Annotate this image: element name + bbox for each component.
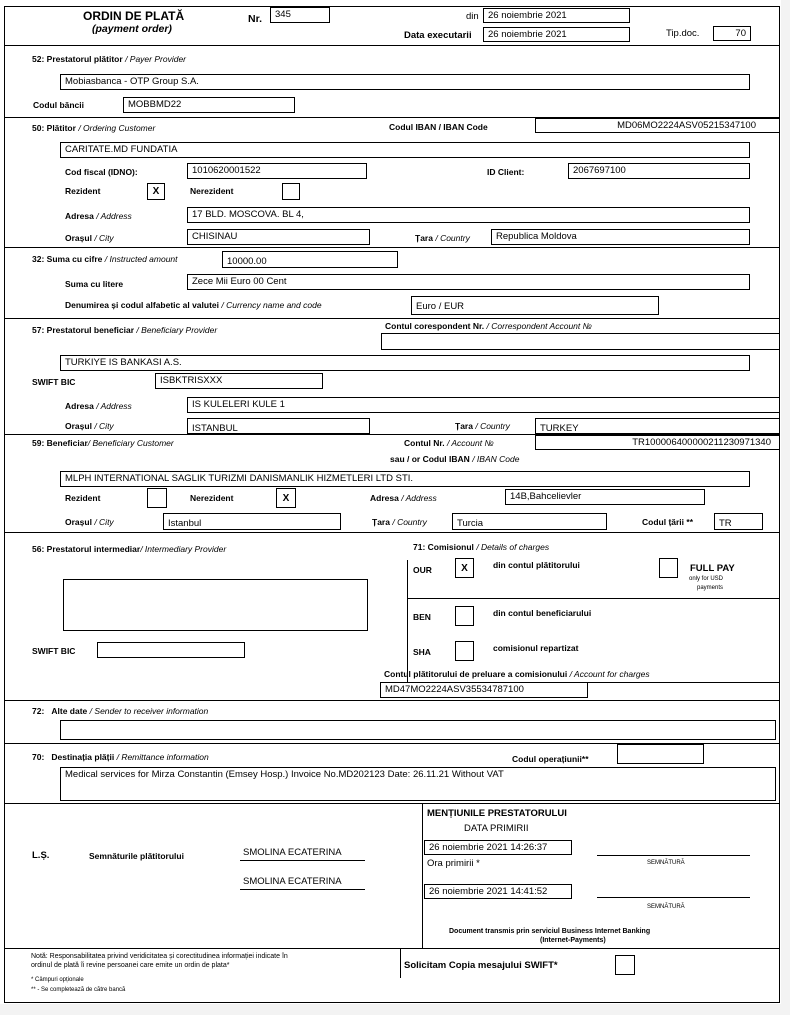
divider	[400, 948, 401, 978]
payer-rezident-checkbox[interactable]: X	[147, 183, 165, 200]
signature-2: SMOLINA ECATERINA	[243, 876, 342, 887]
ben-charge-text: din contul beneficiarului	[493, 608, 592, 618]
swift-field[interactable]: ISBKTRISXXX	[155, 373, 323, 389]
payer-iban-label: Codul IBAN / IBAN Code	[389, 122, 488, 132]
divider	[4, 803, 780, 804]
other-info-label: 72: Alte date / Sender to receiver information	[32, 706, 209, 716]
footer-note-2: ordinul de plată îi revine persoanei care emite un ordin de plata*	[31, 962, 230, 969]
second-date-field[interactable]: 26 noiembrie 2021 14:41:52	[424, 884, 572, 899]
currency-label: Denumirea și codul alfabetic al valutei / Currency name and code	[65, 300, 322, 310]
our-text: din contul plătitorului	[493, 560, 580, 570]
charges-label: 71: Comisionul / Details of charges	[413, 542, 550, 552]
currency-field[interactable]: Euro / EUR	[411, 296, 659, 315]
exec-date-label: Data executarii	[404, 30, 472, 41]
payer-country-field[interactable]: Republica Moldova	[491, 229, 750, 245]
rezident-label: Rezident	[65, 186, 101, 196]
sha-text: comisionul repartizat	[493, 643, 579, 653]
ben-country-field[interactable]: Turcia	[452, 513, 607, 530]
fullpay-checkbox[interactable]	[659, 558, 678, 578]
payer-name-field[interactable]: CARITATE.MD FUNDATIA	[60, 142, 750, 158]
purpose-field[interactable]: Medical services for Mirza Constantin (Emsey Hosp.) Invoice No.MD202123 Date: 26.11.21 Without VAT	[60, 767, 776, 801]
payer-country-label: Țara / Country	[415, 233, 470, 243]
other-info-field[interactable]	[60, 720, 776, 740]
din-label: din	[466, 11, 479, 22]
divider	[4, 700, 780, 701]
payer-city-label: Orașul / City	[65, 233, 114, 243]
exec-date-field[interactable]: 26 noiembrie 2021	[483, 27, 630, 42]
fiscal-field[interactable]: 1010620001522	[187, 163, 367, 179]
sign-label-2: SEMNĂTURĂ	[647, 904, 685, 910]
opcode-field[interactable]	[617, 744, 704, 764]
hour-label: Ora primirii *	[427, 858, 480, 869]
tipdoc-label: Tip.doc.	[666, 28, 700, 39]
purpose-label: 70: Destinația plății / Remittance information	[32, 752, 209, 762]
swift-label: SWIFT BIC	[32, 377, 76, 387]
beneficiary-label: 59: Beneficiar/ Beneficiary Customer	[32, 438, 174, 448]
signature-1: SMOLINA ECATERINA	[243, 847, 342, 858]
transmit-note: Document transmis prin serviciul Business Internet Banking	[449, 928, 651, 935]
sha-checkbox[interactable]	[455, 641, 474, 661]
intermediary-swift-label: SWIFT BIC	[32, 646, 76, 656]
date-field[interactable]: 26 noiembrie 2021	[483, 8, 630, 23]
divider	[4, 318, 780, 319]
signature-line	[240, 889, 365, 890]
ben-charge-checkbox[interactable]	[455, 606, 474, 626]
charges-account-field[interactable]: MD47MO2224ASV35534787100	[380, 683, 588, 698]
divider	[407, 560, 408, 684]
ben-city-label: Orașul / City	[65, 517, 114, 527]
form-title: ORDIN DE PLATĂ	[83, 9, 185, 23]
fullpay-label: FULL PAY	[690, 563, 735, 574]
form-subtitle: (payment order)	[92, 23, 172, 35]
ben-country-label: Țara / Country	[372, 517, 427, 527]
opcode-label: Codul operațiunii**	[512, 754, 589, 764]
received-label: DATA PRIMIRII	[464, 823, 529, 834]
amount-words-label: Suma cu litere	[65, 279, 124, 289]
bank-code-label: Codul băncii	[33, 100, 84, 110]
payer-provider-field[interactable]: Mobiasbanca - OTP Group S.A.	[60, 74, 750, 90]
beneficiary-provider-field[interactable]: TURKIYE IS BANKASI A.S.	[60, 355, 750, 371]
tipdoc-field[interactable]: 70	[713, 26, 751, 41]
ben-nerezident-checkbox[interactable]: X	[276, 488, 296, 508]
ben-address-label: Adresa / Address	[370, 493, 437, 503]
nr-field[interactable]: 345	[270, 7, 330, 23]
payer-address-field[interactable]: 17 BLD. MOSCOVA. BL 4,	[187, 207, 750, 223]
ben-charge-label: BEN	[413, 612, 431, 622]
country-code-label: Codul țării **	[642, 517, 694, 527]
payer-nerezident-checkbox[interactable]	[282, 183, 300, 200]
swift-copy-checkbox[interactable]	[615, 955, 635, 975]
amount-label: 32: Suma cu cifre / Instructed amount	[32, 254, 178, 264]
page-edge	[781, 0, 790, 1015]
divider	[4, 247, 780, 248]
nr-label: Nr.	[248, 13, 263, 25]
intermediary-swift-field[interactable]	[97, 642, 245, 658]
bp-country-label: Țara / Country	[455, 421, 510, 431]
signatures-label: Semnăturile plătitorului	[89, 851, 184, 861]
transmit-note-2: (Internet-Payments)	[540, 937, 606, 944]
footer-note-1: Notă: Responsabilitatea privind veridicitatea și corectitudinea informației indicate în	[31, 953, 288, 960]
signature-line	[597, 897, 750, 898]
footer-note-4: ** - Se completează de către bancă	[31, 987, 126, 993]
beneficiary-name-field[interactable]: MLPH INTERNATIONAL SAGLIK TURIZMI DANISMANLIK HIZMETLERI LTD STI.	[60, 471, 750, 487]
our-checkbox[interactable]: X	[455, 558, 474, 578]
nerezident-label: Nerezident	[190, 186, 234, 196]
fullpay-note: only for USD	[689, 576, 724, 582]
ben-iban-label: sau / or Codul IBAN / IBAN Code	[390, 454, 520, 464]
country-code-field[interactable]: TR	[714, 513, 763, 530]
payer-city-field[interactable]: CHISINAU	[187, 229, 370, 245]
provider-notes-title: MENȚIUNILE PRESTATORULUI	[427, 808, 567, 819]
signature-line	[597, 855, 750, 856]
intermediary-field[interactable]	[63, 579, 368, 631]
corr-account-label: Contul corespondent Nr. / Correspondent Account №	[385, 321, 592, 331]
bank-code-field[interactable]: MOBBMD22	[123, 97, 295, 113]
bp-country-field[interactable]: TURKEY	[535, 418, 780, 434]
divider	[4, 532, 780, 533]
divider	[4, 45, 780, 46]
ben-nerezident-label: Nerezident	[190, 493, 234, 503]
bp-city-label: Orașul / City	[65, 421, 114, 431]
charges-account-label: Contul plătitorului de preluare a comisionului / Account for charges	[384, 669, 650, 679]
divider	[4, 948, 780, 949]
bp-city-field[interactable]: ISTANBUL	[187, 418, 370, 434]
bp-address-field[interactable]: IS KULELERI KULE 1	[187, 397, 780, 413]
ben-rezident-label: Rezident	[65, 493, 101, 503]
ben-rezident-checkbox[interactable]	[147, 488, 167, 508]
payer-iban-field[interactable]: MD06MO2224ASV05215347100	[535, 118, 780, 133]
sign-label: SEMNĂTURĂ	[647, 860, 685, 866]
client-field[interactable]: 2067697100	[568, 163, 750, 179]
swift-copy-label: Solicitam Copia mesajului SWIFT*	[404, 960, 558, 971]
ls-mark: L.Ș.	[32, 850, 50, 861]
ben-account-label: Contul Nr. / Account №	[404, 438, 494, 448]
bp-address-label: Adresa / Address	[65, 401, 132, 411]
divider	[422, 803, 423, 948]
sha-label: SHA	[413, 647, 431, 657]
client-label: ID Client:	[487, 167, 525, 177]
payer-address-label: Adresa / Address	[65, 211, 132, 221]
corr-account-field[interactable]	[381, 333, 780, 350]
footer-note-3: * Câmpuri opționale	[31, 977, 84, 983]
our-label: OUR	[413, 565, 432, 575]
payer-label: 50: Plătitor / Ordering Customer	[32, 123, 156, 133]
received-field[interactable]: 26 noiembrie 2021 14:26:37	[424, 840, 572, 855]
beneficiary-provider-label: 57: Prestatorul beneficiar / Beneficiary Provider	[32, 325, 218, 335]
fullpay-note2: payments	[697, 585, 724, 591]
fiscal-label: Cod fiscal (IDNO):	[65, 167, 138, 177]
ben-account-field[interactable]: TR100006400000211230971340	[535, 435, 780, 450]
amount-field[interactable]: 10000.00	[222, 251, 398, 268]
ben-address-field[interactable]: 14B,Bahcelievler	[505, 489, 705, 505]
amount-words-field[interactable]: Zece Mii Euro 00 Cent	[187, 274, 750, 290]
ben-city-field[interactable]: Istanbul	[163, 513, 341, 530]
divider	[407, 598, 780, 599]
intermediary-label: 56: Prestatorul intermediar/ Intermediary Provider	[32, 544, 227, 554]
page-edge-bottom	[0, 1004, 790, 1015]
payer-provider-label: 52: Prestatorul plătitor / Payer Provider	[32, 54, 187, 64]
signature-line	[240, 860, 365, 861]
